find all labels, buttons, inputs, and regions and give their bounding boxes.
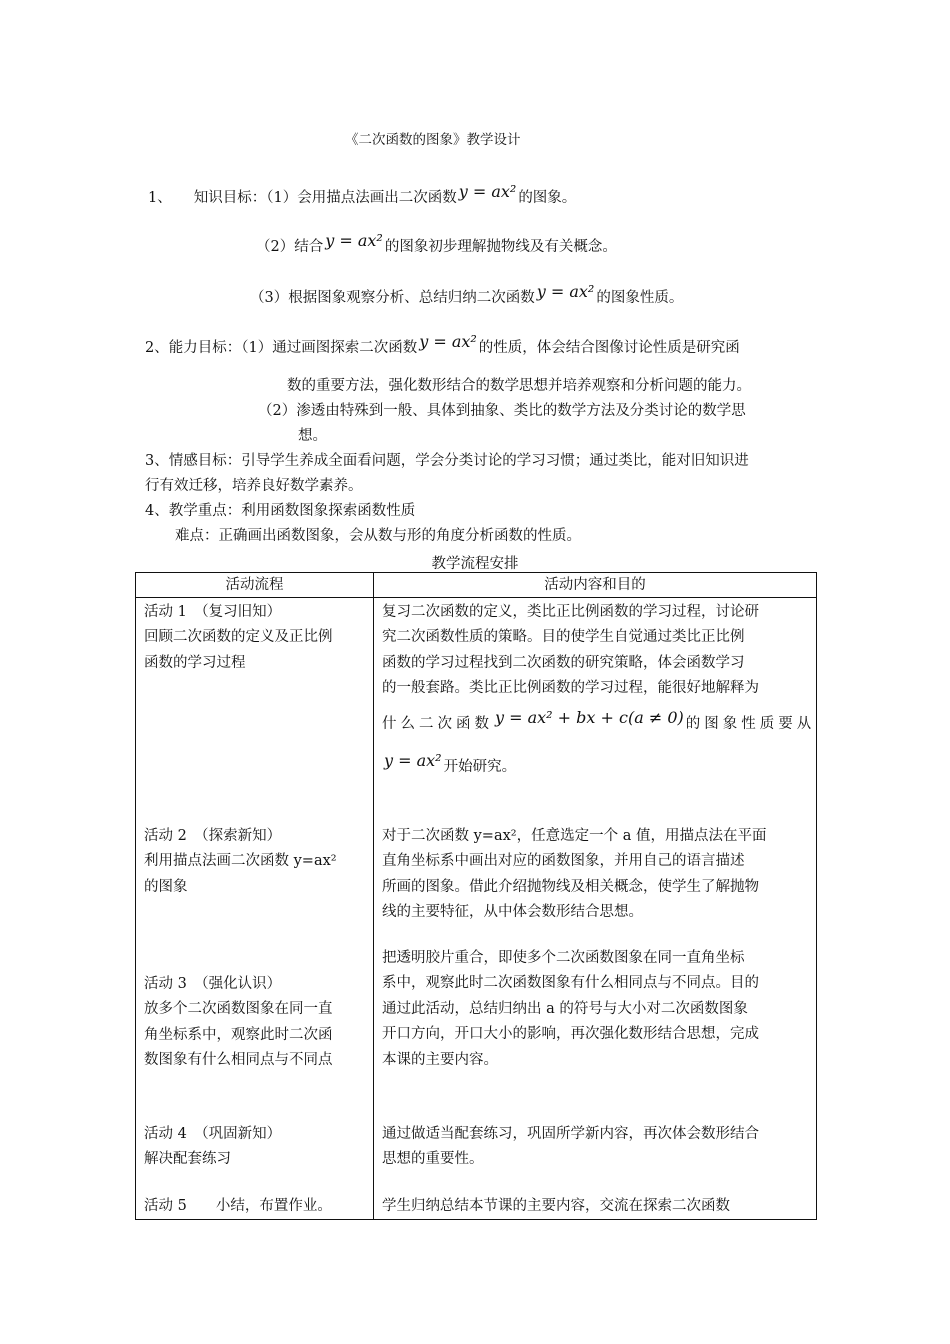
key-point: 4、教学重点：利用函数图象探索函数性质 — [145, 503, 416, 519]
content-1-line — [382, 751, 815, 782]
content-3 — [382, 946, 759, 1073]
activity-3-title: 活动 3 （强化认识） — [144, 976, 282, 992]
content-3-line: 本课的主要内容。 — [382, 1051, 498, 1068]
knowledge-goal-2-text: （2）结合 — [256, 239, 324, 255]
table-row — [136, 598, 817, 1220]
activity-1-line: 回顾二次函数的定义及正比例 — [144, 629, 333, 646]
content-2-line: 直角坐标系中画出对应的函数图象，并用自己的语言描述 — [382, 853, 745, 870]
activity-2 — [144, 824, 337, 900]
teaching-flow-table — [135, 572, 817, 1220]
content-4-line: 通过做适当配套练习，巩固所学新内容，再次体会数形结合 — [382, 1126, 759, 1142]
formula-basic: y = ax² — [325, 231, 383, 250]
content-3-line: 把透明胶片重合，即使多个二次函数图象在同一直角坐标 — [382, 950, 745, 966]
content-1-line — [382, 708, 815, 739]
content-1 — [382, 600, 815, 782]
ability-goal-line-4: 想。 — [298, 428, 327, 444]
ability-goal-text: 2、能力目标：（1）通过画图探索二次函数 — [145, 340, 418, 356]
header-activity-flow: 活动流程 — [136, 573, 374, 598]
content-1-text: 开始研究。 — [443, 758, 517, 775]
content-1-line: 复习二次函数的定义，类比正比例函数的学习过程，讨论研 — [382, 604, 759, 620]
formula-full: y = ax² + bx + c(a ≠ 0) — [495, 707, 684, 727]
ability-goal-suffix: 的性质，体会结合图像讨论性质是研究函 — [478, 340, 740, 356]
ability-goal-line-1 — [145, 332, 740, 359]
activity-5-title: 活动 5 小结，布置作业。 — [144, 1198, 332, 1214]
content-2-line: 线的主要特征，从中体会数形结合思想。 — [382, 904, 643, 921]
table-header-row — [136, 573, 817, 598]
knowledge-goal-1-text: （1）会用描点法画出二次函数 — [266, 190, 457, 206]
difficulty: 难点：正确画出函数图象，会从数与形的角度分析函数的性质。 — [175, 528, 581, 544]
content-1-line: 究二次函数性质的策略。目的使学生自觉通过类比正比例 — [382, 629, 745, 646]
content-2-line: 对于二次函数 y=ax²，任意选定一个 a 值，用描点法在平面 — [382, 828, 767, 844]
knowledge-goal-3 — [250, 282, 684, 309]
document-title: 《二次函数的图象》教学设计 — [345, 132, 521, 148]
activity-column — [136, 598, 374, 1220]
knowledge-goal-3-suffix: 的图象性质。 — [596, 290, 684, 306]
activity-3-line: 数图象有什么相同点与不同点 — [144, 1052, 333, 1069]
knowledge-goal-3-text: （3）根据图象观察分析、总结归纳二次函数 — [250, 290, 535, 306]
emotion-goal-line-2: 行有效迁移，培养良好数学素养。 — [145, 478, 363, 494]
knowledge-number: 1、 — [148, 190, 172, 206]
ability-goal-line-3: （2）渗透由特殊到一般、具体到抽象、类比的数学方法及分类讨论的数学思 — [258, 403, 746, 419]
activity-4-title: 活动 4 （巩固新知） — [144, 1126, 282, 1142]
content-5 — [382, 1194, 730, 1219]
activity-1 — [144, 600, 333, 676]
activity-1-line: 函数的学习过程 — [144, 654, 246, 671]
knowledge-goal-1 — [148, 182, 577, 209]
ability-goal-line-2: 数的重要方法，强化数形结合的数学思想并培养观察和分析问题的能力。 — [287, 378, 751, 394]
activity-2-line: 的图象 — [144, 878, 188, 895]
content-2 — [382, 824, 766, 926]
activity-1-title: 活动 1 （复习旧知） — [144, 604, 282, 620]
content-1-text: 的图象性质要从 — [685, 715, 816, 732]
content-3-line: 通过此活动，总结归纳出 a 的符号与大小对二次函数图象 — [382, 1000, 748, 1017]
table-caption: 教学流程安排 — [431, 556, 519, 572]
content-1-text: 什么二次函数 — [382, 715, 493, 732]
header-activity-content: 活动内容和目的 — [374, 573, 817, 598]
content-3-line: 系中，观察此时二次函数图象有什么相同点与不同点。目的 — [382, 975, 759, 992]
formula-basic: y = ax² — [384, 750, 442, 770]
content-1-line: 函数的学习过程找到二次函数的研究策略，体会函数学习 — [382, 654, 745, 671]
formula-basic: y = ax² — [458, 182, 517, 201]
knowledge-goal-1-suffix: 的图象。 — [518, 190, 577, 206]
formula-basic: y = ax² — [419, 332, 477, 351]
activity-2-title: 活动 2 （探索新知） — [144, 828, 282, 844]
content-5-line: 学生归纳总结本节课的主要内容，交流在探索二次函数 — [382, 1198, 730, 1214]
knowledge-label: 知识目标： — [193, 190, 267, 206]
content-1-line: 的一般套路。类比正比例函数的学习过程，能很好地解释为 — [382, 680, 759, 697]
content-3-line: 开口方向，开口大小的影响，再次强化数形结合思想，完成 — [382, 1026, 759, 1043]
activity-3 — [144, 972, 333, 1074]
activity-2-line: 利用描点法画二次函数 y=ax² — [144, 853, 337, 870]
activity-4 — [144, 1122, 281, 1173]
knowledge-goal-2-suffix: 的图象初步理解抛物线及有关概念。 — [384, 239, 617, 255]
content-column — [374, 598, 817, 1220]
content-2-line: 所画的图象。借此介绍抛物线及相关概念，使学生了解抛物 — [382, 878, 759, 895]
activity-4-line: 解决配套练习 — [144, 1151, 231, 1168]
emotion-goal-line-1: 3、情感目标：引导学生养成全面看问题，学会分类讨论的学习习惯；通过类比，能对旧知识进 — [145, 453, 749, 469]
content-4 — [382, 1122, 759, 1173]
knowledge-goal-2 — [256, 231, 617, 258]
activity-3-line: 放多个二次函数图象在同一直 — [144, 1001, 333, 1018]
activity-3-line: 角坐标系中，观察此时二次函 — [144, 1026, 333, 1043]
content-4-line: 思想的重要性。 — [382, 1151, 484, 1168]
formula-basic: y = ax² — [536, 282, 595, 301]
activity-5 — [144, 1194, 332, 1219]
